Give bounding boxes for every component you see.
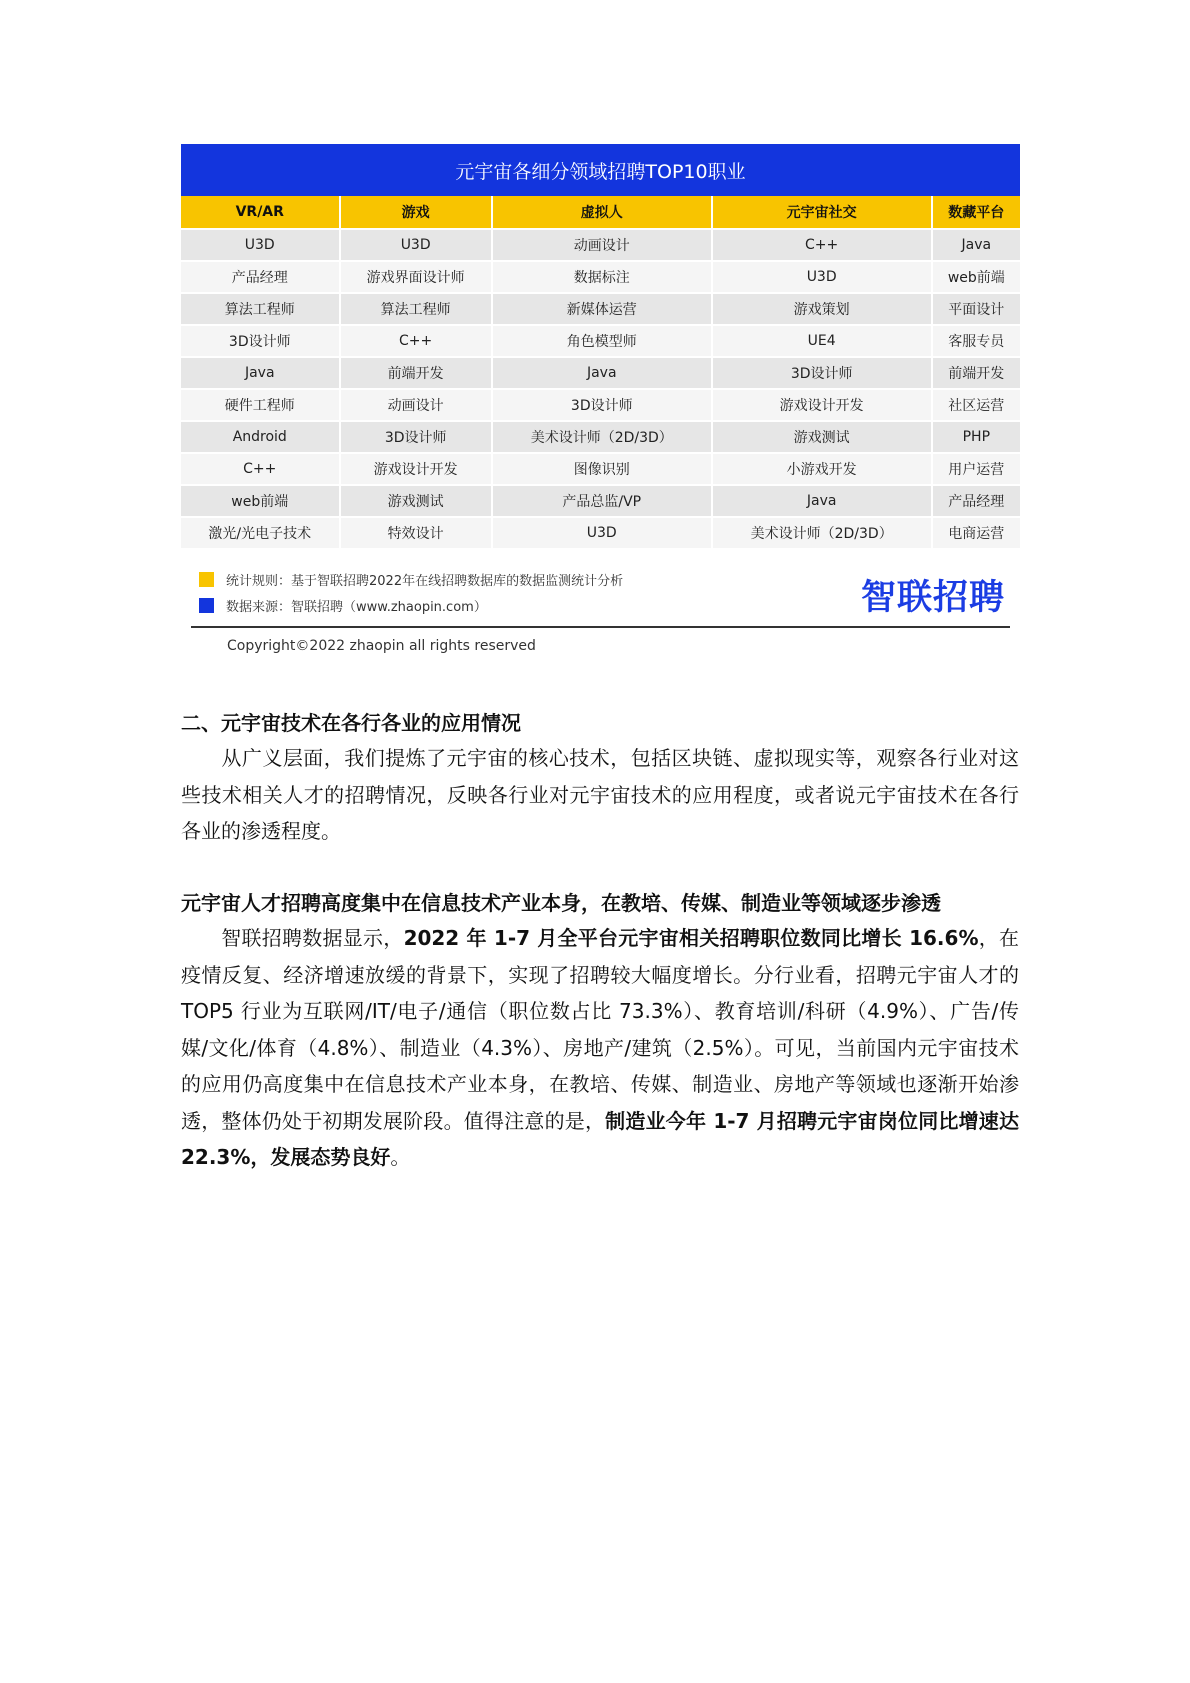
table-row (181, 294, 1020, 326)
note-rule-text: 统计规则：基于智联招聘2022年在线招聘数据库的数据监测统计分析 (226, 574, 624, 589)
table-cell: 3D设计师 (341, 422, 491, 454)
table-cell: 前端开发 (341, 358, 491, 390)
table-cell: 3D设计师 (713, 358, 931, 390)
table-cell: 激光/光电子技术 (181, 518, 339, 550)
table-cell: C++ (713, 230, 931, 262)
table-cell: 3D设计师 (493, 390, 711, 422)
table-cell: 动画设计 (341, 390, 491, 422)
table-cell: 社区运营 (933, 390, 1020, 422)
note-source (199, 596, 487, 615)
table-cell: U3D (181, 230, 339, 262)
section-paragraph-text: 从广义层面，我们提炼了元宇宙的核心技术，包括区块链、虚拟现实等，观察各行业对这些技术相关人才的招聘情况，反映各行业对元宇宙技术的应用程度，或者说元宇宙技术在各行各业的渗透程度。 (181, 746, 1019, 843)
table-cell: 数据标注 (493, 262, 711, 294)
table-cell: 游戏测试 (713, 422, 931, 454)
note-source-text: 数据来源：智联招聘（www.zhaopin.com） (226, 600, 487, 615)
table-cell: 产品经理 (933, 486, 1020, 518)
table-cell: 动画设计 (493, 230, 711, 262)
table-cell: 算法工程师 (341, 294, 491, 326)
table-row (181, 230, 1020, 262)
table-cell: web前端 (933, 262, 1020, 294)
table-cell: Java (181, 358, 339, 390)
subsection-paragraph (181, 920, 1019, 1176)
table-cell: 新媒体运营 (493, 294, 711, 326)
table-row (181, 326, 1020, 358)
table-cell: 产品总监/VP (493, 486, 711, 518)
table-row (181, 454, 1020, 486)
table-cell: 美术设计师（2D/3D） (713, 518, 931, 550)
copyright: Copyright©2022 zhaopin all rights reserved (227, 638, 536, 654)
note-rule (199, 570, 623, 589)
table-cell: 硬件工程师 (181, 390, 339, 422)
table-cell: 特效设计 (341, 518, 491, 550)
para-lead: 智联招聘数据显示， (221, 926, 404, 950)
table-cell: UE4 (713, 326, 931, 358)
recruitment-figure (181, 144, 1020, 654)
table-row (181, 358, 1020, 390)
table-cell: 算法工程师 (181, 294, 339, 326)
blue-swatch-icon (199, 598, 214, 613)
table-row (181, 422, 1020, 454)
yellow-swatch-icon (199, 572, 214, 587)
table-cell: 3D设计师 (181, 326, 339, 358)
table-row (181, 486, 1020, 518)
column-header: 虚拟人 (493, 196, 711, 230)
subsection-heading: 元宇宙人才招聘高度集中在信息技术产业本身，在教培、传媒、制造业等领域逐步渗透 (181, 891, 941, 915)
table-cell: U3D (341, 230, 491, 262)
table-cell: 游戏策划 (713, 294, 931, 326)
table-cell: 前端开发 (933, 358, 1020, 390)
para-bold-manufacturing: 制造业今年 1-7 月招聘元宇宙岗位同比增速达 22.3%，发展态势良好 (181, 1108, 1020, 1169)
section-heading: 二、元宇宙技术在各行各业的应用情况 (181, 711, 521, 735)
table-cell: PHP (933, 422, 1020, 454)
table-cell: U3D (493, 518, 711, 550)
column-header: 元宇宙社交 (713, 196, 931, 230)
column-header: 游戏 (341, 196, 491, 230)
table-cell: Java (493, 358, 711, 390)
table-row (181, 390, 1020, 422)
table-cell: 图像识别 (493, 454, 711, 486)
figure-notes (181, 562, 1020, 624)
table-cell: 产品经理 (181, 262, 339, 294)
table-cell: 用户运营 (933, 454, 1020, 486)
para-bold-growth: 2022 年 1-7 月全平台元宇宙相关招聘职位数同比增长 16.6% (403, 926, 979, 950)
table-cell: C++ (181, 454, 339, 486)
figure-title: 元宇宙各细分领域招聘TOP10职业 (181, 144, 1020, 196)
table-cell: Android (181, 422, 339, 454)
table-header-row (181, 196, 1020, 230)
table-cell: 电商运营 (933, 518, 1020, 550)
table-cell: 平面设计 (933, 294, 1020, 326)
section-paragraph (181, 740, 1019, 850)
table-row (181, 518, 1020, 550)
table-cell: 美术设计师（2D/3D） (493, 422, 711, 454)
table-cell: Java (933, 230, 1020, 262)
table-cell: U3D (713, 262, 931, 294)
table-cell: 小游戏开发 (713, 454, 931, 486)
table-cell: 角色模型师 (493, 326, 711, 358)
table-cell: C++ (341, 326, 491, 358)
zhaopin-logo: 智联招聘 (860, 578, 1005, 618)
table-row (181, 262, 1020, 294)
divider (191, 626, 1010, 628)
table-cell: web前端 (181, 486, 339, 518)
top10-jobs-table (179, 196, 1022, 550)
table-cell: Java (713, 486, 931, 518)
column-header: VR/AR (181, 196, 339, 230)
table-cell: 游戏测试 (341, 486, 491, 518)
column-header: 数藏平台 (933, 196, 1020, 230)
table-cell: 游戏界面设计师 (341, 262, 491, 294)
para-end: 。 (390, 1145, 411, 1169)
table-cell: 游戏设计开发 (713, 390, 931, 422)
table-cell: 游戏设计开发 (341, 454, 491, 486)
table-cell: 客服专员 (933, 326, 1020, 358)
para-mid: ，在疫情反复、经济增速放缓的背景下，实现了招聘较大幅度增长。分行业看，招聘元宇宙人才的 TOP5 行业为互联网/IT/电子/通信（职位数占比 73.3%）、教育培训/科研（4.9%）、广告/传媒/文化/体育（4.8%）、制造业（4.3%）、房地产/建筑（2.5%）。可见，当前国内元宇宙技术的应用仍高度集中在信息技术产业本身，在教培、传媒、制造业、房地产等领域也逐渐开始渗透，整体仍处于初期发展阶段。值得注意的是， (181, 926, 1019, 1133)
